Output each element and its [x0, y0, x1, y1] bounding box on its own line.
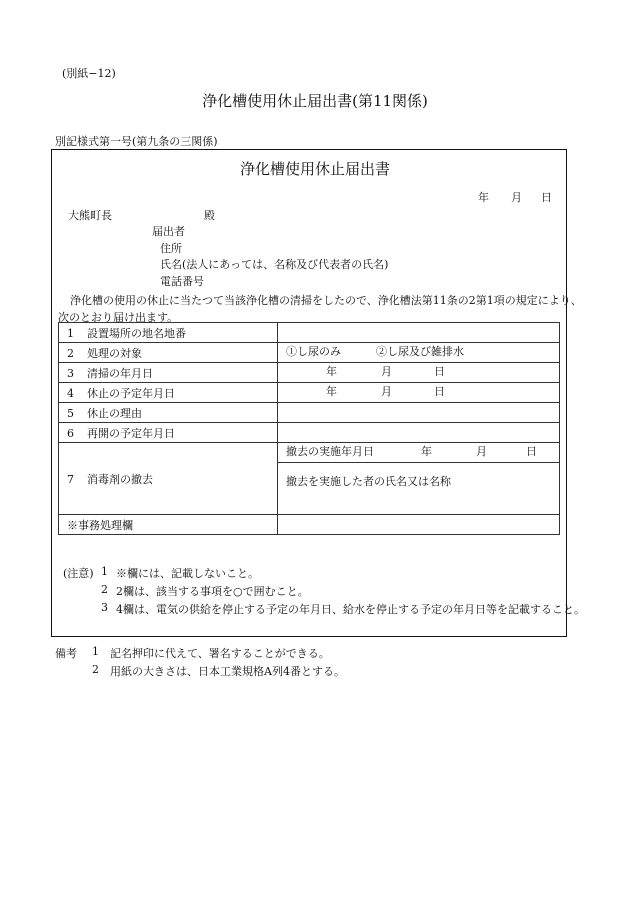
row-label: ※事務処理欄: [67, 518, 133, 532]
row-label: 設置場所の地名地番: [87, 326, 186, 340]
note-item: ※欄には、記載しないこと。: [116, 567, 259, 580]
notifier-phone-label: 電話番号: [160, 275, 204, 288]
suspension-date-field[interactable]: 年 月 日: [278, 383, 560, 403]
note-item: 4欄は、電気の供給を停止する予定の年月日、給水を停止する予定の年月日等を記載すること。: [116, 603, 585, 616]
table-row: 7 消毒剤の撤去 撤去の実施年月日 年 月 日: [59, 443, 560, 463]
table-row: [59, 515, 560, 535]
addressee: 大熊町長: [68, 209, 112, 222]
table-row: 1 設置場所の地名地番: [59, 323, 560, 343]
remark-item: 用紙の大きさは、日本工業規格A列4番とする。: [110, 665, 345, 678]
row-label: 休止の理由: [87, 406, 142, 420]
table-row: 2 処理の対象 ①し尿のみ ②し尿及び雑排水: [59, 343, 560, 363]
table-row: 3 清掃の年月日 年 月 日: [59, 363, 560, 383]
treatment-target-field[interactable]: [278, 343, 560, 363]
office-use-field: [278, 515, 560, 535]
statement-line-1: 浄化槽の使用の休止に当たつて当該浄化槽の清掃をしたので、浄化槽法第11条の2第1項の規定により、: [70, 294, 582, 307]
date-month: 月: [511, 191, 522, 204]
option-human-waste-and-gray-water[interactable]: ②し尿及び雑排水: [376, 345, 464, 358]
row-label: 再開の予定年月日: [87, 426, 175, 440]
notifier-address-label: 住所: [160, 242, 182, 255]
honorific: 殿: [204, 209, 215, 222]
notifier-name-label: 氏名(法人にあっては、名称及び代表者の氏名): [160, 258, 389, 271]
option-human-waste[interactable]: ①し尿のみ: [286, 345, 341, 358]
cleaning-date-field[interactable]: 年 月 日: [278, 363, 560, 383]
notifier-label: 届出者: [152, 225, 185, 238]
table-row: 4 休止の予定年月日 年 月 日: [59, 383, 560, 403]
suspension-reason-field[interactable]: [278, 403, 560, 423]
note-item: 2欄は、該当する事項を○で囲むこと。: [116, 585, 309, 598]
statement-line-2: 次のとおり届け出ます。: [58, 311, 179, 324]
table-row: 6 再開の予定年月日: [59, 423, 560, 443]
annex-number: (別紙−12): [62, 67, 116, 80]
form-title: 浄化槽使用休止届出書: [239, 160, 390, 178]
location-field[interactable]: [278, 323, 560, 343]
remarks-heading: 備考: [55, 647, 77, 660]
row-label: 清掃の年月日: [87, 366, 153, 380]
remover-name-field[interactable]: 撤去を実施した者の氏名又は名称: [278, 463, 560, 515]
remark-item: 記名押印に代えて、署名することができる。: [110, 647, 330, 660]
form-style-label: 別記様式第一号(第九条の三関係): [55, 135, 218, 148]
page-title: 浄化槽使用休止届出書(第11関係): [202, 92, 428, 110]
row-label: 休止の予定年月日: [87, 386, 175, 400]
row-label: 処理の対象: [87, 346, 142, 360]
removal-date-field[interactable]: 撤去の実施年月日 年 月 日: [278, 443, 560, 463]
notes-heading: (注意): [63, 567, 94, 580]
date-day: 日: [541, 191, 552, 204]
table-row: 5 休止の理由: [59, 403, 560, 423]
resumption-date-field[interactable]: [278, 423, 560, 443]
date-year: 年: [478, 191, 489, 204]
row-label: 消毒剤の撤去: [87, 472, 153, 486]
items-table: [58, 322, 560, 535]
